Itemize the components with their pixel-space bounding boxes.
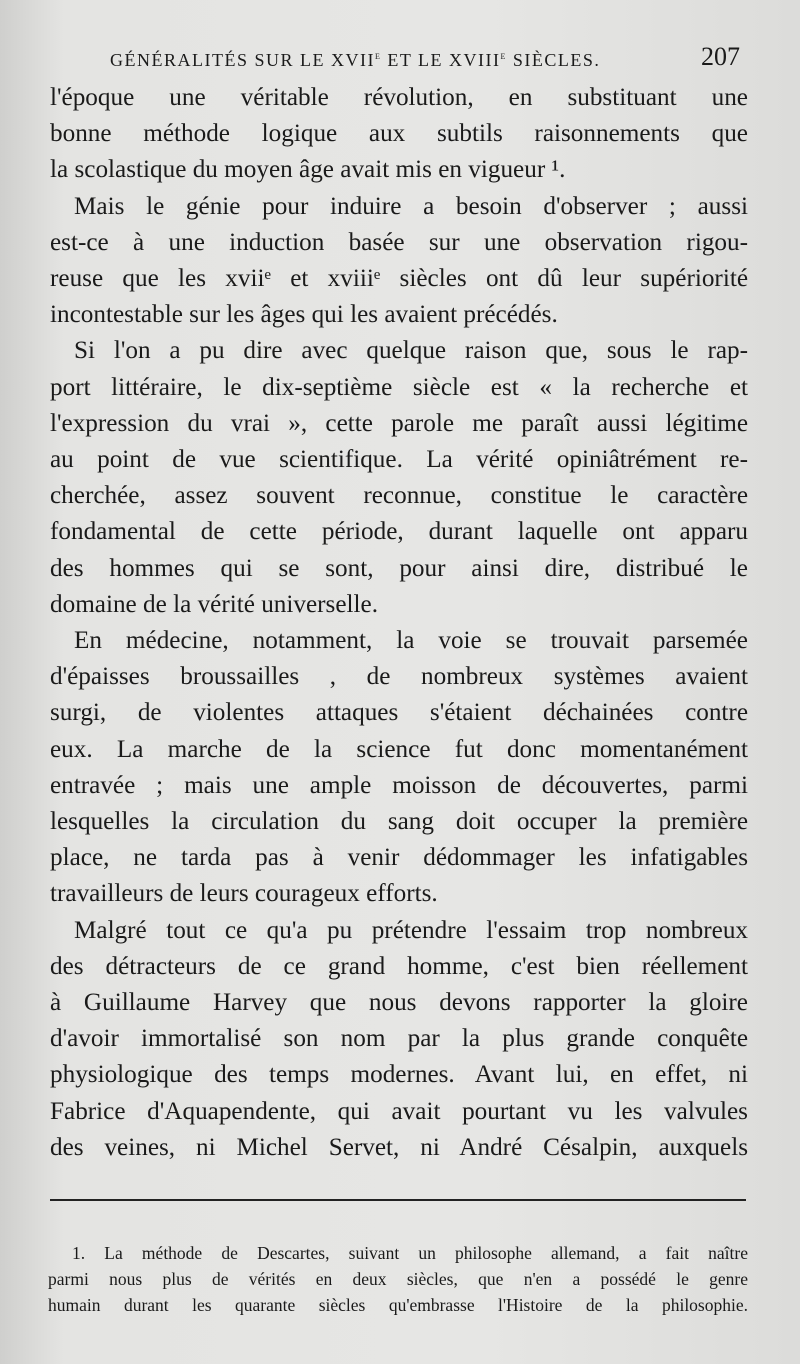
- text-line: Mais le génie pour induire a besoin d'observer ; aussi: [74, 192, 748, 220]
- footnote-line: parmi nous plus de vérités en deux siècles, que n'en a possédé le genre: [48, 1269, 748, 1289]
- footnote-line: humain durant les quarante siècles qu'embrasse l'Histoire de la philosophie.: [48, 1295, 748, 1315]
- text-line: la scolastique du moyen âge avait mis en vigueur ¹.: [50, 156, 566, 184]
- page-number: 207: [701, 42, 740, 71]
- text-line: des détracteurs de ce grand homme, c'est bien réellement: [50, 952, 748, 980]
- text-line: fondamental de cette période, durant laquelle ont apparu: [50, 518, 748, 546]
- text-line: surgi, de violentes attaques s'étaient déchainées contre: [50, 699, 748, 727]
- text-line: est-ce à une induction basée sur une observation rigou-: [50, 228, 748, 256]
- text-line: incontestable sur les âges qui les avaient précédés.: [50, 301, 558, 329]
- text-line: En médecine, notamment, la voie se trouvait parsemée: [74, 627, 748, 655]
- text-line: physiologique des temps modernes. Avant lui, en effet, ni: [50, 1061, 748, 1089]
- footnote-line: 1. La méthode de Descartes, suivant un philosophe allemand, a fait naître: [72, 1243, 748, 1263]
- text-line: au point de vue scientifique. La vérité opiniâtrément re-: [50, 446, 748, 474]
- text-line: reuse que les xviiᵉ et xviiiᵉ siècles ont dû leur supériorité: [50, 265, 748, 293]
- text-line: entravée ; mais une ample moisson de découvertes, parmi: [50, 771, 748, 799]
- text-line: à Guillaume Harvey que nous devons rapporter la gloire: [50, 989, 748, 1017]
- text-line: cherchée, assez souvent reconnue, constitue le caractère: [50, 482, 748, 510]
- text-line: place, ne tarda pas à venir dédommager les infatigables: [50, 844, 748, 872]
- footnote: [48, 1240, 748, 1318]
- text-line: Fabrice d'Aquapendente, qui avait pourtant vu les valvules: [50, 1097, 748, 1125]
- text-line: port littéraire, le dix-septième siècle est « la recherche et: [50, 373, 748, 401]
- text-line: des veines, ni Michel Servet, ni André Césalpin, auxquels: [50, 1133, 748, 1161]
- text-line: bonne méthode logique aux subtils raisonnements que: [50, 120, 748, 148]
- text-line: d'avoir immortalisé son nom par la plus grande conquête: [50, 1025, 748, 1053]
- text-line: eux. La marche de la science fut donc momentanément: [50, 735, 748, 763]
- text-line: l'époque une véritable révolution, en substituant une: [50, 84, 748, 111]
- text-line: domaine de la vérité universelle.: [50, 590, 379, 618]
- running-title: GÉNÉRALITÉS SUR LE XVIIe ET LE XVIIIe SIÈCLES.: [110, 50, 601, 70]
- text-line: lesquelles la circulation du sang doit occuper la première: [50, 808, 748, 836]
- text-line: travailleurs de leurs courageux efforts.: [50, 880, 438, 908]
- text-line: Si l'on a pu dire avec quelque raison que, sous le rap-: [74, 337, 748, 365]
- body-text: [50, 80, 748, 1166]
- running-head: [110, 38, 740, 78]
- text-line: Malgré tout ce qu'a pu prétendre l'essaim trop nombreux: [74, 916, 748, 944]
- text-line: l'expression du vrai », cette parole me paraît aussi légitime: [50, 409, 748, 437]
- text-line: des hommes qui se sont, pour ainsi dire, distribué le: [50, 554, 748, 582]
- footnote-rule: [50, 1199, 746, 1201]
- text-line: d'épaisses broussailles , de nombreux systèmes avaient: [50, 663, 748, 691]
